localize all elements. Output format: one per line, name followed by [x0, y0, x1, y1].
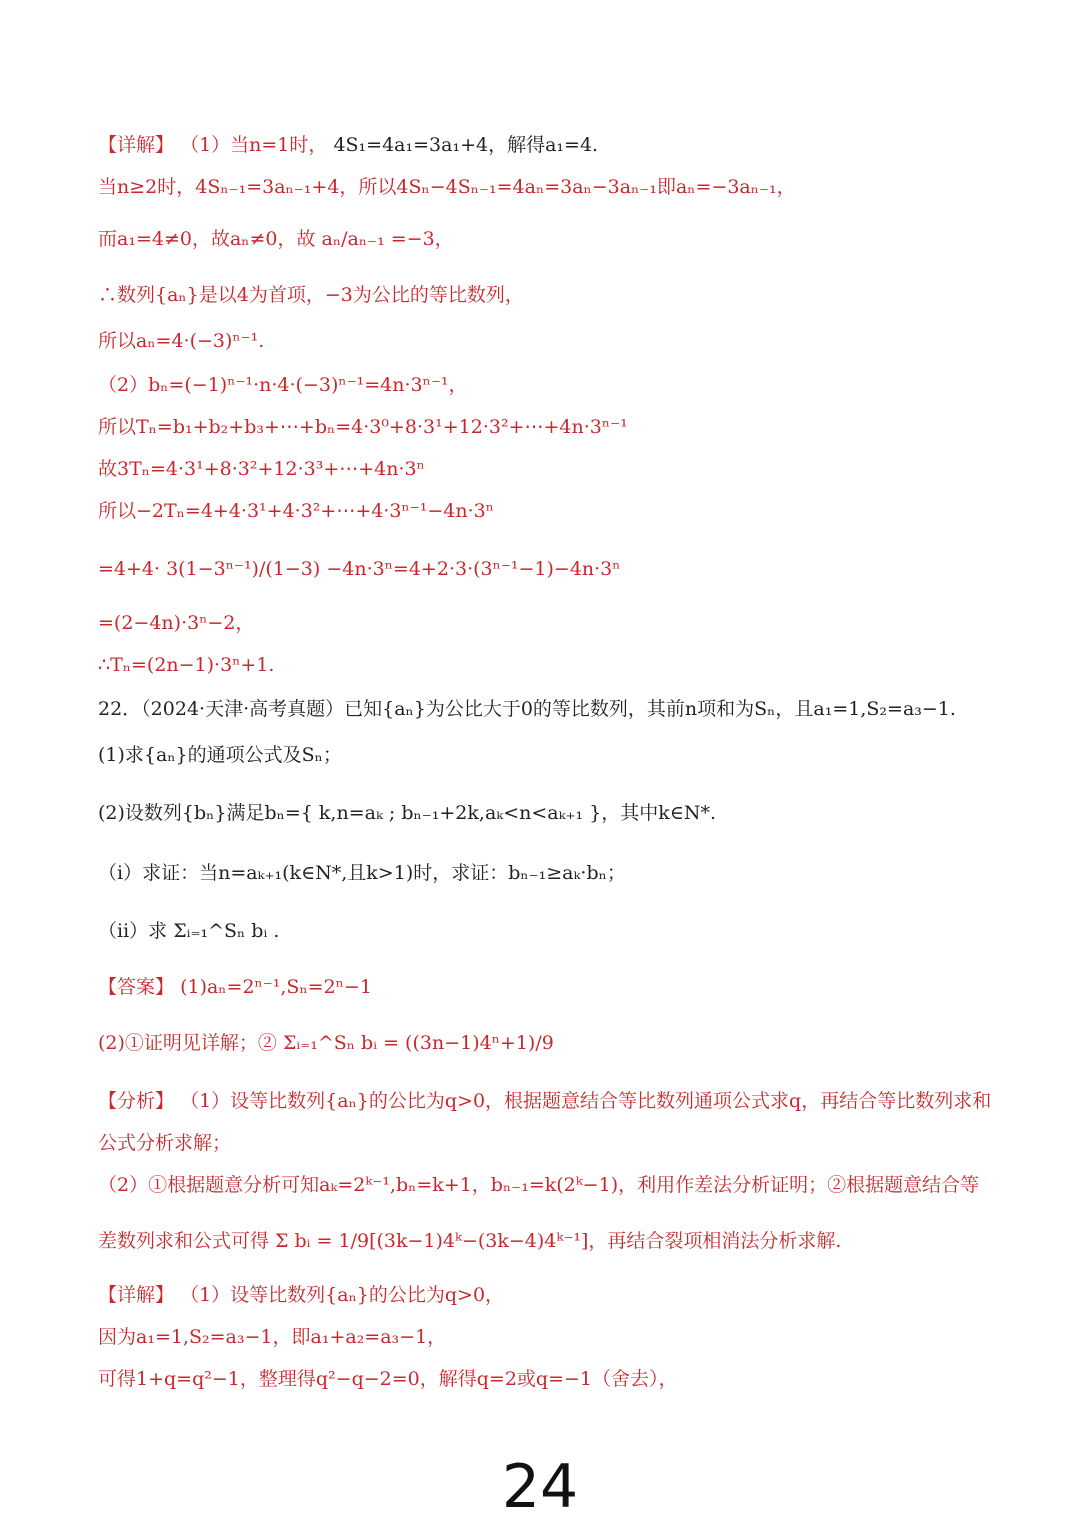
- text-line: ∴数列{aₙ}是以4为首项，−3为公比的等比数列，: [98, 284, 524, 306]
- answer-line: 【答案】 (1)aₙ=2ⁿ⁻¹,Sₙ=2ⁿ−1: [98, 976, 372, 998]
- text-line: 故3Tₙ=4·3¹+8·3²+12·3³+⋯+4n·3ⁿ: [98, 458, 425, 480]
- text-line: 所以aₙ=4·(−3)ⁿ⁻¹.: [98, 330, 265, 352]
- text-line: 而a₁=4≠0，故aₙ≠0，故 aₙ/aₙ₋₁ =−3，: [98, 228, 454, 250]
- label: 【详解】: [98, 134, 175, 156]
- text-line: （2）①根据题意分析可知aₖ=2ᵏ⁻¹,bₙ=k+1，bₙ₋₁=k(2ᵏ−1)，利用作差法分析证明；②根据题意结合等: [98, 1174, 980, 1196]
- text-line: （2）bₙ=(−1)ⁿ⁻¹·n·4·(−3)ⁿ⁻¹=4n·3ⁿ⁻¹，: [98, 374, 468, 396]
- text-line: (1)求{aₙ}的通项公式及Sₙ；: [98, 744, 342, 766]
- detail-line: 【详解】 （1）设等比数列{aₙ}的公比为q>0，: [98, 1284, 505, 1306]
- text-line: 【详解】 （1）当n=1时， 4S₁=4a₁=3a₁+4，解得a₁=4.: [98, 134, 599, 156]
- text-line: （ⅱ）求 Σᵢ₌₁^Sₙ bᵢ .: [98, 920, 280, 942]
- analysis-line: 【分析】 （1）设等比数列{aₙ}的公比为q>0，根据题意结合等比数列通项公式求q，再结合等比数列求和: [98, 1090, 992, 1112]
- text-line: =4+4· 3(1−3ⁿ⁻¹)/(1−3) −4n·3ⁿ=4+2·3·(3ⁿ⁻¹−1)−4n·3ⁿ: [98, 558, 621, 580]
- text-line: 当n≥2时，4Sₙ₋₁=3aₙ₋₁+4，所以4Sₙ−4Sₙ₋₁=4aₙ=3aₙ−3aₙ₋₁即aₙ=−3aₙ₋₁，: [98, 176, 796, 198]
- text-line: 所以−2Tₙ=4+4·3¹+4·3²+⋯+4·3ⁿ⁻¹−4n·3ⁿ: [98, 500, 494, 522]
- text-line: 公式分析求解；: [98, 1132, 232, 1154]
- page-number: 24: [501, 1452, 579, 1522]
- text-line: 差数列求和公式可得 Σ bᵢ = 1/9[(3k−1)4ᵏ−(3k−4)4ᵏ⁻¹]，再结合裂项相消法分析求解.: [98, 1230, 842, 1252]
- text-line: (2)设数列{bₙ}满足bₙ={ k,n=aₖ ; bₙ₋₁+2k,aₖ<n<aₖ₊₁ }，其中k∈N*.: [98, 802, 717, 824]
- text-line: 因为a₁=1,S₂=a₃−1，即a₁+a₂=a₃−1，: [98, 1326, 447, 1348]
- text-line: ∴Tₙ=(2n−1)·3ⁿ+1.: [98, 654, 275, 676]
- text-line: =(2−4n)·3ⁿ−2，: [98, 612, 255, 634]
- text-line: 所以Tₙ=b₁+b₂+b₃+⋯+bₙ=4·3⁰+8·3¹+12·3²+⋯+4n·3ⁿ⁻¹: [98, 416, 628, 438]
- text-line: （ⅰ）求证：当n=aₖ₊₁(k∈N*,且k>1)时，求证：bₙ₋₁≥aₖ·bₙ；: [98, 862, 626, 884]
- text-line: (2)①证明见详解；② Σᵢ₌₁^Sₙ bᵢ = ((3n−1)4ⁿ+1)/9: [98, 1032, 554, 1054]
- text-line: 可得1+q=q²−1，整理得q²−q−2=0，解得q=2或q=−1（舍去），: [98, 1368, 678, 1390]
- question-stem: 22．（2024·天津·高考真题）已知{aₙ}为公比大于0的等比数列，其前n项和为Sₙ，且a₁=1,S₂=a₃−1.: [98, 698, 956, 720]
